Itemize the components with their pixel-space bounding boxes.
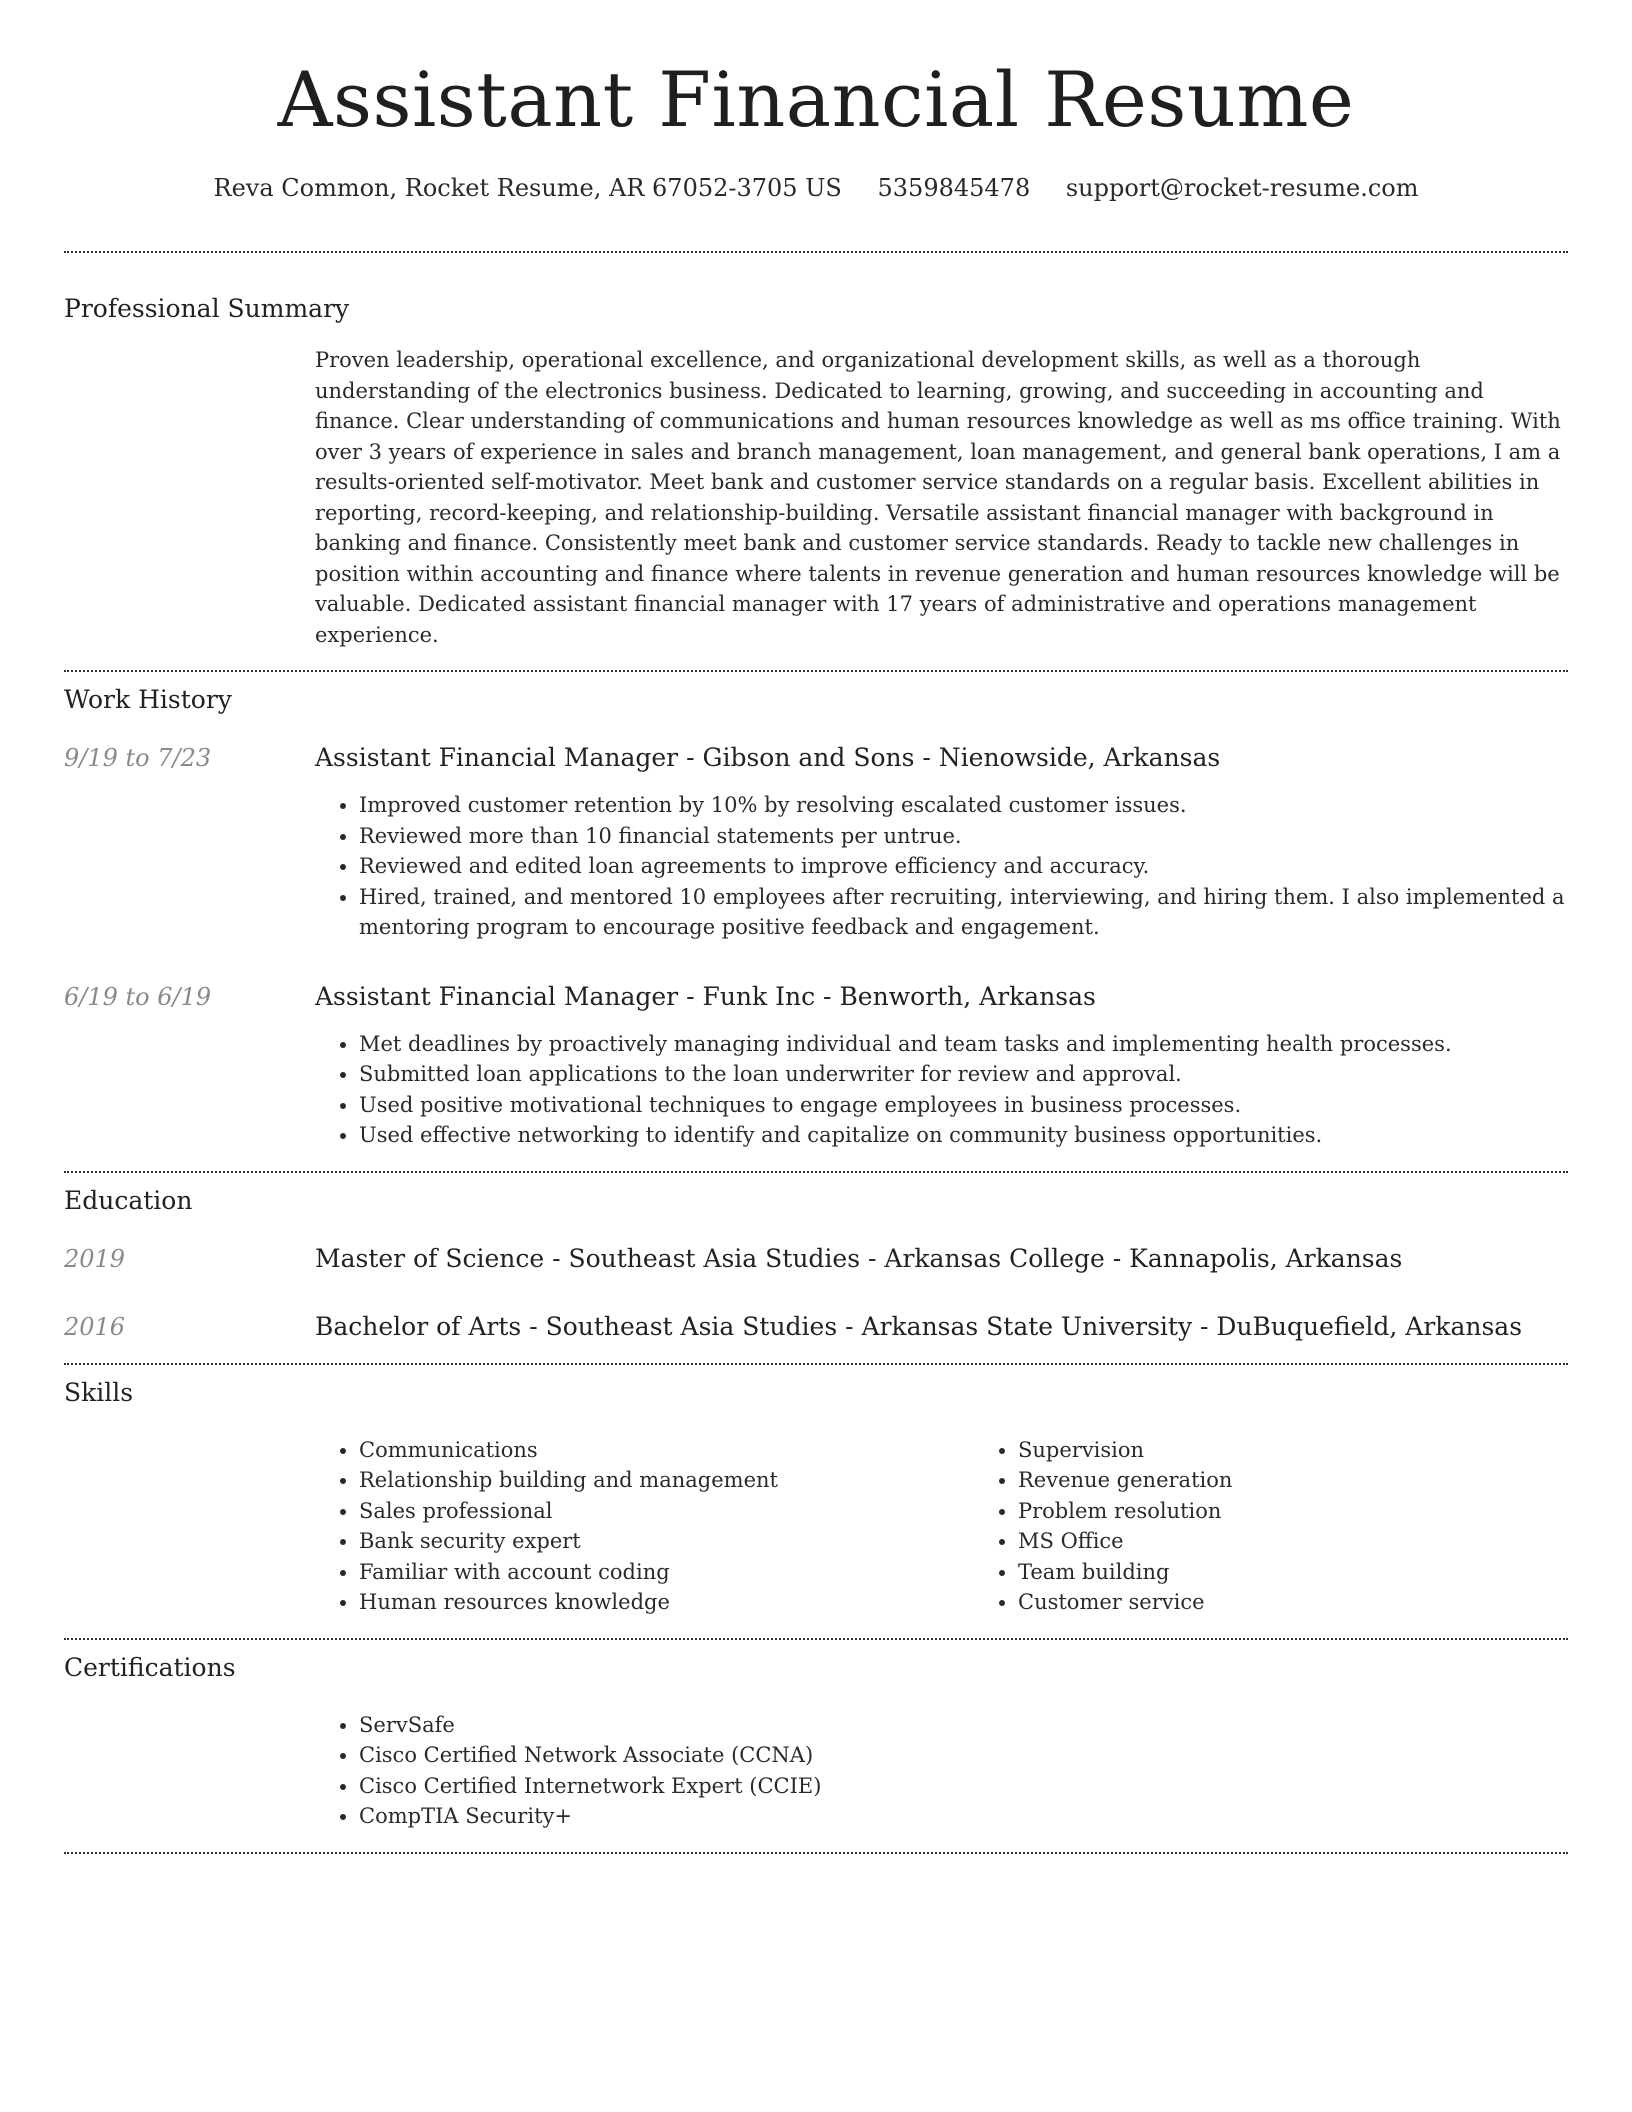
- section-title-skills: Skills: [64, 1377, 134, 1407]
- list-item: • Revenue generation: [1018, 1465, 1632, 1496]
- section-summary: [64, 253, 1568, 650]
- job-bullets: [315, 1029, 1568, 1151]
- job-title: Assistant Financial Manager - Gibson and Sons - Nienowside, Arkansas: [315, 743, 1221, 772]
- skills-list-left: [315, 1435, 974, 1618]
- section-title-summary: Professional Summary: [64, 294, 350, 323]
- resume-title: Assistant Financial Resume: [277, 55, 1355, 144]
- section-title-certifications: Certifications: [64, 1652, 236, 1682]
- skills-spacer: [64, 1435, 315, 1618]
- job-dates: 9/19 to 7/23: [64, 744, 212, 772]
- summary-text: Proven leadership, operational excellence, and organizational development skills, as well as a thorough understanding of the electronics business. Dedicated to learning, growing, and succeeding in accounting and finance. Clear understanding of communications and human resources knowledge as well as ms office training. With over 3 years of experience in sales and branch management, loan management, and general bank operations, I am a results-oriented self-motivator. Meet bank and customer service standards on a regular basis. Excellent abilities in reporting, record-keeping, and relationship-building. Versatile assistant financial manager with background in banking and finance. Consistently meet bank and customer service standards. Ready to tackle new challenges in position within accounting and finance where talents in revenue generation and human resources knowledge will be valuable. Dedicated assistant financial manager with 17 years of administrative and operations management experience.: [315, 348, 1561, 647]
- job-title: Assistant Financial Manager - Funk Inc - Benworth, Arkansas: [315, 981, 1096, 1011]
- list-item: • Supervision: [1018, 1435, 1632, 1466]
- certifications-list: [315, 1710, 1568, 1832]
- education-entry: [64, 1311, 1568, 1343]
- list-item: • Met deadlines by proactively managing individual and team tasks and implementing health processes.: [359, 1029, 1568, 1060]
- list-item: • Cisco Certified Network Associate (CCNA): [359, 1740, 1568, 1771]
- education-degree: Bachelor of Arts - Southeast Asia Studies - Arkansas State University - DuBuquefield, Arkansas: [315, 1311, 1523, 1341]
- list-item: • Hired, trained, and mentored 10 employees after recruiting, interviewing, and hiring them. I also implemented a mentoring program to encourage positive feedback and engagement.: [359, 882, 1568, 943]
- section-certifications: [64, 1640, 1568, 1832]
- list-item: • ServSafe: [359, 1710, 1568, 1741]
- section-title-work-history: Work History: [64, 685, 232, 714]
- resume-page: [64, 0, 1568, 1854]
- divider: [64, 1852, 1568, 1854]
- list-item: • Problem resolution: [1018, 1496, 1632, 1527]
- list-item: • Used effective networking to identify and capitalize on community business opportunities.: [359, 1120, 1568, 1151]
- list-item: • Human resources knowledge: [359, 1587, 974, 1618]
- certifications-spacer: [64, 1710, 315, 1832]
- list-item: • Sales professional: [359, 1496, 974, 1527]
- summary-spacer: [64, 345, 315, 650]
- list-item: • Team building: [1018, 1557, 1632, 1588]
- contact-email: support@rocket-resume.com: [1065, 174, 1419, 202]
- list-item: • Cisco Certified Internetwork Expert (CCIE): [359, 1771, 1568, 1802]
- list-item: • Familiar with account coding: [359, 1557, 974, 1588]
- list-item: • CompTIA Security+: [359, 1801, 1568, 1832]
- list-item: • MS Office: [1018, 1526, 1632, 1557]
- education-year: 2019: [64, 1244, 126, 1273]
- section-title-education: Education: [64, 1185, 193, 1215]
- education-entry: [64, 1243, 1568, 1275]
- section-education: [64, 1173, 1568, 1343]
- contact-address: Reva Common, Rocket Resume, AR 67052-3705 US: [213, 174, 842, 202]
- list-item: • Reviewed more than 10 financial statements per untrue.: [359, 821, 1568, 852]
- list-item: • Customer service: [1018, 1587, 1632, 1618]
- list-item: • Used positive motivational techniques to engage employees in business processes.: [359, 1090, 1568, 1121]
- education-year: 2016: [64, 1312, 126, 1341]
- list-item: • Improved customer retention by 10% by resolving escalated customer issues.: [359, 790, 1568, 821]
- contact-line: [64, 173, 1568, 203]
- list-item: • Communications: [359, 1435, 974, 1466]
- contact-phone: 5359845478: [877, 174, 1031, 202]
- section-work-history: [64, 672, 1568, 1151]
- skills-list-right: [974, 1435, 1632, 1618]
- job-entry: [64, 742, 1568, 943]
- job-bullets: [315, 790, 1568, 943]
- list-item: • Bank security expert: [359, 1526, 974, 1557]
- education-degree: Master of Science - Southeast Asia Studies - Arkansas College - Kannapolis, Arkansas: [315, 1243, 1403, 1273]
- list-item: • Reviewed and edited loan agreements to improve efficiency and accuracy.: [359, 851, 1568, 882]
- job-dates: 6/19 to 6/19: [64, 982, 212, 1011]
- list-item: • Submitted loan applications to the loan underwriter for review and approval.: [359, 1059, 1568, 1090]
- section-skills: [64, 1365, 1568, 1618]
- list-item: • Relationship building and management: [359, 1465, 974, 1496]
- job-entry: [64, 981, 1568, 1151]
